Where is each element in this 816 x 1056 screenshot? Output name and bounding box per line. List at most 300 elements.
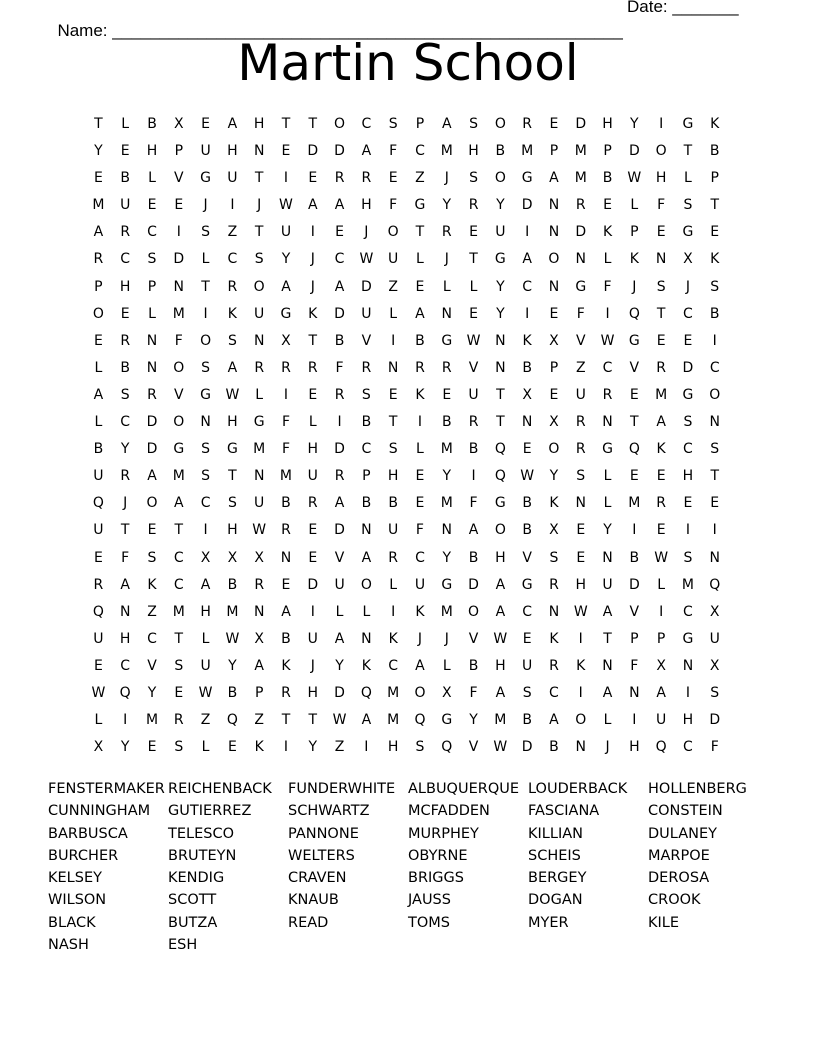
grid-cell[interactable]: R [334,468,345,485]
grid-cell[interactable]: A [602,603,613,620]
grid-cell[interactable]: Q [414,712,426,729]
grid-cell[interactable]: R [468,197,479,214]
grid-cell[interactable]: H [629,739,640,756]
grid-cell[interactable]: N [521,414,533,431]
grid-cell[interactable]: M [440,603,453,620]
grid-cell[interactable]: U [522,657,533,674]
grid-cell[interactable]: I [283,386,289,403]
grid-cell[interactable]: O [253,278,265,295]
grid-cell[interactable]: O [334,116,346,132]
grid-cell[interactable]: P [603,143,612,160]
grid-cell[interactable]: U [227,170,238,187]
grid-cell[interactable]: E [656,332,666,349]
grid-cell[interactable]: I [632,712,637,729]
grid-cell[interactable]: O [494,170,506,187]
grid-cell[interactable]: E [656,522,666,539]
grid-cell[interactable]: B [120,359,130,376]
grid-cell[interactable]: S [710,441,720,458]
grid-cell[interactable]: G [494,251,506,268]
grid-cell[interactable]: C [415,143,425,160]
grid-cell[interactable]: L [389,305,398,322]
grid-cell[interactable]: B [227,576,238,593]
grid-cell[interactable]: B [468,549,479,566]
grid-cell[interactable]: N [602,657,613,674]
grid-cell[interactable]: Y [442,468,452,485]
grid-cell[interactable]: O [414,684,426,701]
grid-cell[interactable]: L [469,278,478,295]
grid-cell[interactable]: G [253,414,265,431]
grid-cell[interactable]: E [281,576,291,593]
grid-cell[interactable]: N [441,305,452,322]
grid-cell[interactable]: P [549,143,559,160]
grid-cell[interactable]: X [281,332,291,349]
grid-cell[interactable]: I [417,414,423,431]
grid-cell[interactable]: H [227,522,238,539]
grid-cell[interactable]: B [281,495,291,512]
grid-cell[interactable]: H [361,197,372,214]
grid-cell[interactable]: K [522,332,532,349]
grid-cell[interactable]: C [549,684,559,701]
grid-cell[interactable]: R [388,549,399,566]
grid-cell[interactable]: H [146,143,158,160]
grid-cell[interactable]: W [359,251,374,268]
grid-cell[interactable]: D [628,576,640,593]
grid-cell[interactable]: J [364,224,369,241]
grid-cell[interactable]: T [496,414,505,431]
grid-cell[interactable]: I [712,332,717,349]
grid-cell[interactable]: U [468,386,479,403]
grid-cell[interactable]: D [334,441,345,458]
grid-cell[interactable]: M [92,197,105,214]
grid-cell[interactable]: R [173,712,184,729]
grid-cell[interactable]: U [93,522,104,539]
grid-cell[interactable]: C [709,359,720,376]
grid-cell[interactable]: U [495,224,506,241]
grid-cell[interactable]: N [709,414,720,431]
grid-cell[interactable]: A [522,251,532,268]
grid-cell[interactable]: S [656,278,666,295]
grid-cell[interactable]: G [628,332,640,349]
grid-cell[interactable]: R [522,116,533,132]
grid-cell[interactable]: Q [628,305,640,322]
grid-cell[interactable]: K [549,630,559,647]
grid-cell[interactable]: N [253,332,265,349]
grid-cell[interactable]: M [440,143,453,160]
grid-cell[interactable]: B [93,441,104,458]
grid-cell[interactable]: B [709,305,720,322]
grid-cell[interactable]: I [364,739,369,756]
grid-cell[interactable]: Y [120,739,130,756]
grid-cell[interactable]: S [710,278,720,295]
grid-cell[interactable]: Z [254,712,264,729]
grid-cell[interactable]: J [444,630,449,647]
grid-cell[interactable]: E [388,170,398,187]
grid-cell[interactable]: T [254,224,264,241]
grid-cell[interactable]: E [388,386,398,403]
grid-cell[interactable]: U [200,657,211,674]
grid-cell[interactable]: D [575,116,587,132]
grid-cell[interactable]: F [576,305,585,322]
grid-cell[interactable]: D [334,305,345,322]
grid-cell[interactable]: Q [494,468,506,485]
grid-cell[interactable]: N [575,739,586,756]
grid-cell[interactable]: N [146,332,158,349]
grid-cell[interactable]: A [200,576,211,593]
grid-cell[interactable]: J [444,251,449,268]
grid-cell[interactable]: N [548,197,560,214]
grid-cell[interactable]: S [576,468,586,485]
grid-cell[interactable]: W [493,630,508,647]
grid-cell[interactable]: U [307,630,318,647]
grid-cell[interactable]: C [522,278,533,295]
grid-cell[interactable]: K [415,386,425,403]
grid-cell[interactable]: R [281,522,291,539]
grid-cell[interactable]: W [225,630,240,647]
grid-cell[interactable]: O [468,603,480,620]
grid-cell[interactable]: P [94,278,103,295]
grid-cell[interactable]: G [226,441,238,458]
grid-cell[interactable]: B [227,684,238,701]
grid-cell[interactable]: C [683,305,693,322]
grid-cell[interactable]: L [603,712,612,729]
grid-cell[interactable]: O [387,224,399,241]
grid-cell[interactable]: K [710,251,720,268]
grid-cell[interactable]: F [121,549,130,566]
grid-cell[interactable]: H [495,549,506,566]
grid-cell[interactable]: Q [92,603,104,620]
grid-cell[interactable]: L [416,441,424,458]
grid-cell[interactable]: M [145,712,159,729]
grid-cell[interactable]: X [709,603,720,620]
grid-cell[interactable]: P [630,224,639,241]
grid-cell[interactable]: H [682,712,694,729]
grid-cell[interactable]: R [307,359,318,376]
grid-cell[interactable]: Y [442,549,452,566]
grid-cell[interactable]: M [387,684,400,701]
name-field[interactable]: Name: ______________________________________________________ [57,21,623,40]
grid-cell[interactable]: S [388,116,398,132]
grid-cell[interactable]: M [655,386,668,403]
grid-cell[interactable]: G [200,170,212,187]
grid-cell[interactable]: B [495,143,506,160]
grid-cell[interactable]: M [279,468,293,485]
grid-cell[interactable]: P [147,278,157,295]
grid-cell[interactable]: N [548,278,560,295]
grid-cell[interactable]: G [682,386,694,403]
grid-cell[interactable]: E [469,305,478,322]
grid-cell[interactable]: G [441,332,453,349]
grid-cell[interactable]: K [281,657,291,674]
grid-cell[interactable]: B [709,143,720,160]
grid-cell[interactable]: G [575,278,587,295]
grid-cell[interactable]: F [174,332,183,349]
grid-cell[interactable]: B [415,332,425,349]
grid-cell[interactable]: S [201,441,211,458]
grid-cell[interactable]: H [253,116,265,132]
grid-cell[interactable]: Y [120,441,130,458]
grid-cell[interactable]: O [494,116,506,132]
grid-cell[interactable]: F [335,359,344,376]
grid-cell[interactable]: E [576,549,586,566]
grid-cell[interactable]: H [227,143,238,160]
grid-cell[interactable]: S [174,739,184,756]
grid-cell[interactable]: M [172,603,185,620]
grid-cell[interactable]: R [415,359,425,376]
grid-cell[interactable]: C [147,224,157,241]
grid-cell[interactable]: J [310,278,315,295]
grid-cell[interactable]: A [495,684,506,701]
grid-cell[interactable]: E [683,332,693,349]
grid-cell[interactable]: E [147,739,157,756]
grid-cell[interactable]: W [600,332,615,349]
grid-cell[interactable]: D [307,576,319,593]
grid-cell[interactable]: L [442,657,451,674]
grid-cell[interactable]: E [201,116,211,132]
grid-cell[interactable]: E [629,468,639,485]
grid-cell[interactable]: D [334,522,345,539]
grid-cell[interactable]: N [602,549,613,566]
grid-cell[interactable]: G [441,712,453,729]
grid-cell[interactable]: T [710,197,719,214]
grid-cell[interactable]: E [415,468,425,485]
grid-cell[interactable]: M [387,712,400,729]
grid-cell[interactable]: T [496,386,505,403]
grid-cell[interactable]: L [389,576,398,593]
grid-cell[interactable]: I [310,224,315,241]
grid-cell[interactable]: E [415,278,425,295]
grid-cell[interactable]: W [627,170,642,187]
grid-cell[interactable]: A [361,549,372,566]
grid-cell[interactable]: N [682,657,694,674]
grid-cell[interactable]: L [148,305,156,322]
grid-cell[interactable]: J [417,630,423,647]
grid-cell[interactable]: L [603,251,612,268]
grid-cell[interactable]: B [522,522,532,539]
grid-cell[interactable]: I [123,712,128,729]
grid-cell[interactable]: L [201,630,210,647]
grid-cell[interactable]: U [334,576,345,593]
grid-cell[interactable]: W [252,522,267,539]
grid-cell[interactable]: L [335,603,344,620]
grid-cell[interactable]: Q [709,576,721,593]
grid-cell[interactable]: A [227,359,238,376]
grid-cell[interactable]: E [549,386,559,403]
grid-cell[interactable]: J [310,657,315,674]
grid-cell[interactable]: D [307,143,319,160]
grid-cell[interactable]: I [283,170,289,187]
grid-cell[interactable]: M [172,468,185,485]
grid-cell[interactable]: N [387,359,399,376]
grid-cell[interactable]: U [120,197,131,214]
grid-cell[interactable]: H [387,468,399,485]
grid-cell[interactable]: P [630,630,639,647]
grid-cell[interactable]: L [94,359,103,376]
grid-cell[interactable]: E [308,522,318,539]
grid-cell[interactable]: H [307,441,319,458]
grid-cell[interactable]: L [255,386,264,403]
grid-cell[interactable]: Y [442,197,452,214]
grid-cell[interactable]: S [147,251,157,268]
grid-cell[interactable]: I [578,630,583,647]
grid-cell[interactable]: F [657,197,666,214]
grid-cell[interactable]: O [575,712,587,729]
grid-cell[interactable]: O [548,251,560,268]
grid-cell[interactable]: X [93,739,104,756]
grid-cell[interactable]: R [254,359,265,376]
grid-cell[interactable]: I [203,522,208,539]
grid-cell[interactable]: N [548,603,560,620]
grid-cell[interactable]: T [388,414,398,431]
grid-cell[interactable]: Y [496,305,505,322]
grid-cell[interactable]: W [91,684,106,701]
grid-cell[interactable]: B [120,170,130,187]
grid-cell[interactable]: T [254,170,264,187]
grid-cell[interactable]: R [575,414,586,431]
grid-cell[interactable]: U [93,468,104,485]
grid-cell[interactable]: E [335,224,344,241]
grid-cell[interactable]: Q [360,684,372,701]
grid-cell[interactable]: R [441,224,452,241]
grid-cell[interactable]: R [281,684,291,701]
grid-cell[interactable]: H [575,576,586,593]
grid-cell[interactable]: A [147,468,157,485]
grid-cell[interactable]: N [575,251,586,268]
grid-cell[interactable]: L [603,468,612,485]
grid-cell[interactable]: A [361,712,372,729]
grid-cell[interactable]: U [254,495,265,512]
grid-cell[interactable]: U [575,386,586,403]
grid-cell[interactable]: U [254,305,265,322]
grid-cell[interactable]: Q [628,441,640,458]
grid-cell[interactable]: A [227,116,238,132]
grid-cell[interactable]: M [494,712,507,729]
grid-cell[interactable]: J [632,278,637,295]
grid-cell[interactable]: M [681,576,694,593]
grid-cell[interactable]: T [174,630,184,647]
grid-cell[interactable]: A [495,576,506,593]
grid-cell[interactable]: C [361,116,372,132]
date-field[interactable]: Date: _______ [627,0,739,16]
grid-cell[interactable]: X [656,657,666,674]
grid-cell[interactable]: E [522,630,532,647]
grid-cell[interactable]: C [334,251,345,268]
grid-cell[interactable]: N [200,414,211,431]
grid-cell[interactable]: X [254,549,264,566]
grid-cell[interactable]: A [656,414,666,431]
grid-cell[interactable]: E [147,522,157,539]
grid-cell[interactable]: A [415,305,425,322]
grid-cell[interactable]: C [683,603,693,620]
grid-cell[interactable]: L [94,414,103,431]
grid-cell[interactable]: S [361,386,371,403]
grid-cell[interactable]: E [93,170,103,187]
grid-cell[interactable]: C [683,739,693,756]
grid-cell[interactable]: N [280,549,292,566]
grid-cell[interactable]: H [387,739,399,756]
grid-cell[interactable]: I [176,224,181,241]
grid-cell[interactable]: V [575,332,586,349]
grid-cell[interactable]: I [578,684,583,701]
grid-cell[interactable]: G [682,224,694,241]
grid-cell[interactable]: R [656,495,666,512]
grid-cell[interactable]: P [710,170,719,187]
grid-cell[interactable]: R [656,359,666,376]
grid-cell[interactable]: C [200,495,211,512]
grid-cell[interactable]: B [468,441,479,458]
grid-cell[interactable]: L [94,712,103,729]
grid-cell[interactable]: W [493,739,508,756]
grid-cell[interactable]: S [254,251,264,268]
grid-cell[interactable]: A [93,224,104,241]
grid-cell[interactable]: D [334,143,345,160]
grid-cell[interactable]: A [174,495,184,512]
grid-cell[interactable]: B [468,657,479,674]
grid-cell[interactable]: V [174,386,184,403]
grid-cell[interactable]: T [281,712,291,729]
grid-cell[interactable]: Y [147,684,157,701]
grid-cell[interactable]: F [710,739,719,756]
grid-cell[interactable]: F [389,143,398,160]
grid-cell[interactable]: C [361,441,372,458]
grid-cell[interactable]: L [148,170,156,187]
grid-cell[interactable]: O [92,305,104,322]
grid-cell[interactable]: A [334,278,345,295]
grid-cell[interactable]: Q [119,684,131,701]
grid-cell[interactable]: X [522,386,532,403]
grid-cell[interactable]: K [147,576,157,593]
grid-cell[interactable]: B [361,495,372,512]
grid-cell[interactable]: W [225,386,240,403]
grid-cell[interactable]: E [576,522,586,539]
grid-cell[interactable]: V [361,332,372,349]
grid-cell[interactable]: U [709,630,720,647]
grid-cell[interactable]: L [442,278,451,295]
grid-cell[interactable]: E [227,739,237,756]
grid-cell[interactable]: I [310,603,315,620]
grid-cell[interactable]: S [522,684,532,701]
grid-cell[interactable]: C [120,251,131,268]
grid-cell[interactable]: G [414,197,426,214]
grid-cell[interactable]: X [549,522,559,539]
grid-cell[interactable]: A [656,684,666,701]
grid-cell[interactable]: L [416,251,424,268]
grid-cell[interactable]: C [173,576,184,593]
grid-cell[interactable]: R [334,386,345,403]
grid-cell[interactable]: O [200,332,212,349]
grid-cell[interactable]: A [495,603,506,620]
grid-cell[interactable]: C [120,414,131,431]
grid-cell[interactable]: S [174,657,184,674]
grid-cell[interactable]: Y [308,739,318,756]
grid-cell[interactable]: N [146,359,158,376]
grid-cell[interactable]: H [200,603,211,620]
grid-cell[interactable]: W [332,712,347,729]
grid-cell[interactable]: N [119,603,131,620]
grid-cell[interactable]: A [334,630,345,647]
grid-cell[interactable]: N [253,603,265,620]
grid-cell[interactable]: H [655,170,667,187]
grid-cell[interactable]: P [174,143,184,160]
grid-cell[interactable]: Z [575,359,586,376]
grid-cell[interactable]: Z [334,739,345,756]
grid-cell[interactable]: V [174,170,184,187]
grid-cell[interactable]: C [415,549,425,566]
grid-cell[interactable]: H [495,657,506,674]
grid-cell[interactable]: S [683,197,693,214]
grid-cell[interactable]: N [709,549,720,566]
grid-cell[interactable]: S [147,549,157,566]
grid-cell[interactable]: E [656,224,666,241]
